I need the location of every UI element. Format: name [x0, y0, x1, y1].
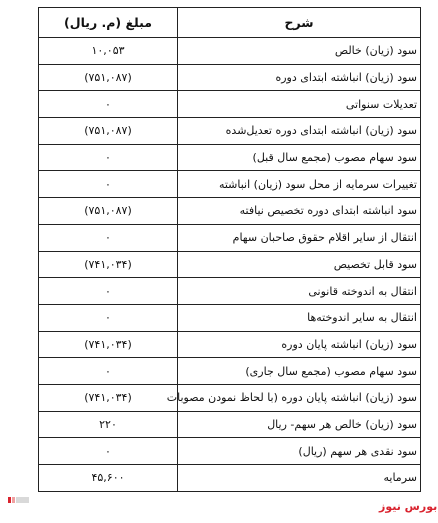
table-body [39, 38, 421, 492]
row-value: ۰ [39, 144, 178, 171]
table-row [39, 144, 421, 171]
table-row [39, 331, 421, 358]
row-label: انتقال از سایر اقلام حقوق صاحبان سهام [178, 224, 421, 251]
watermark-logo-text: بورس نیوز [379, 500, 438, 513]
table-row [39, 411, 421, 438]
row-label: سود (زیان) انباشته پایان دوره (با لحاظ نمودن مصوبات [178, 384, 421, 411]
row-value: ۰ [39, 91, 178, 118]
row-label: سود (زیان) انباشته ابتدای دوره تعدیل‌شده [178, 118, 421, 145]
row-label: انتقال به اندوخته قانونی [178, 278, 421, 305]
table-row [39, 118, 421, 145]
row-label: سود (زیان) انباشته پایان دوره [178, 331, 421, 358]
row-value: ۴۵,۶۰۰ [39, 465, 178, 492]
row-label: سود سهام مصوب (مجمع سال جاری) [178, 358, 421, 385]
table-row [39, 465, 421, 492]
table-row [39, 304, 421, 331]
table-row [39, 38, 421, 65]
table-row [39, 224, 421, 251]
table-row [39, 64, 421, 91]
row-value: ۰ [39, 438, 178, 465]
row-value: ۰ [39, 171, 178, 198]
table-row [39, 384, 421, 411]
row-label: سود سهام مصوب (مجمع سال قبل) [178, 144, 421, 171]
table-row [39, 278, 421, 305]
row-value: ۱۰,۰۵۳ [39, 38, 178, 65]
row-label: تغییرات سرمایه از محل سود (زیان) انباشته [178, 171, 421, 198]
row-value: ۰ [39, 304, 178, 331]
row-label: سود قابل تخصیص [178, 251, 421, 278]
row-value: ۲۲۰ [39, 411, 178, 438]
header-description: شرح [178, 8, 421, 38]
row-value: (۷۴۱,۰۳۴) [39, 251, 178, 278]
row-label: سود انباشته ابتدای دوره تخصیص نیافته [178, 198, 421, 225]
row-label: سود (زیان) خالص [178, 38, 421, 65]
table-row [39, 438, 421, 465]
row-label: انتقال به سایر اندوخته‌ها [178, 304, 421, 331]
row-value: (۷۵۱,۰۸۷) [39, 198, 178, 225]
row-value: (۷۵۱,۰۸۷) [39, 118, 178, 145]
header-amount: مبلغ (م. ریال) [39, 8, 178, 38]
logo-mark-icon [8, 496, 30, 504]
row-label: سود نقدی هر سهم (ریال) [178, 438, 421, 465]
row-label: سود (زیان) انباشته ابتدای دوره [178, 64, 421, 91]
table-header-row [39, 8, 421, 38]
row-label: سرمایه [178, 465, 421, 492]
row-value: (۷۵۱,۰۸۷) [39, 64, 178, 91]
row-value: ۰ [39, 358, 178, 385]
row-label: سود (زیان) خالص هر سهم- ریال [178, 411, 421, 438]
table-row [39, 358, 421, 385]
row-label: تعدیلات سنواتی [178, 91, 421, 118]
financial-statement-table [38, 7, 421, 492]
table-row [39, 171, 421, 198]
table-row [39, 198, 421, 225]
row-value: ۰ [39, 278, 178, 305]
row-value: ۰ [39, 224, 178, 251]
table-row [39, 251, 421, 278]
row-value: (۷۴۱,۰۳۴) [39, 331, 178, 358]
row-value: (۷۴۱,۰۳۴) [39, 384, 178, 411]
table-row [39, 91, 421, 118]
